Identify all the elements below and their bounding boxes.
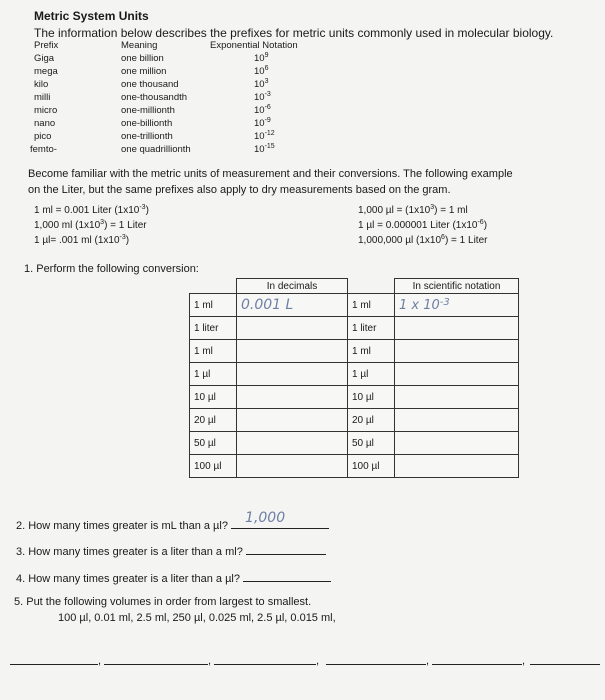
scientific-answer[interactable] — [395, 340, 519, 363]
exponent-cell: $10^3$ — [254, 78, 269, 90]
to-unit: 1 µl — [348, 363, 395, 386]
question-2-answer[interactable]: 1,000 — [231, 516, 329, 529]
from-unit: 20 µl — [190, 409, 237, 432]
question-4 — [16, 569, 331, 585]
to-unit: 1 ml — [348, 340, 395, 363]
exponent-cell: $10^{-3}$ — [254, 91, 271, 103]
prefix-cell: Giga — [34, 53, 55, 64]
meaning-cell: one-thousandth — [121, 92, 188, 103]
to-unit: 1 ml — [348, 294, 395, 317]
from-unit: 100 µl — [190, 455, 237, 478]
paragraph-line: on the Liter, but the same prefixes also apply to dry measurements based on the gram. — [28, 184, 451, 196]
exponential-header: Exponential Notation — [210, 40, 298, 51]
exponent-cell: $10^6$ — [254, 65, 269, 77]
exponent-cell: $10^{-9}$ — [254, 117, 271, 129]
question-3 — [16, 542, 326, 558]
from-unit: 1 liter — [190, 317, 237, 340]
order-blank[interactable] — [10, 664, 98, 665]
scientific-answer[interactable] — [395, 409, 519, 432]
meaning-cell: one billion — [121, 53, 164, 64]
decimal-answer[interactable] — [237, 317, 348, 340]
prefix-cell: mega — [34, 66, 58, 77]
scientific-answer[interactable] — [395, 455, 519, 478]
order-blank[interactable] — [326, 664, 426, 665]
from-unit: 1 µl — [190, 363, 237, 386]
meaning-cell: one-trillionth — [121, 131, 173, 142]
prefix-header: Prefix — [34, 40, 59, 51]
question-2 — [16, 510, 329, 532]
conversion-line: 1,000,000 µl $(1x10^6) = 1$ Liter — [358, 234, 488, 246]
table-row — [190, 432, 519, 455]
order-blank[interactable] — [530, 664, 600, 665]
exponent-cell: $10^{-15}$ — [254, 143, 275, 155]
meaning-cell: one quadrillionth — [121, 144, 191, 155]
table-row — [190, 409, 519, 432]
scientific-answer[interactable] — [395, 317, 519, 340]
question-4-answer[interactable] — [243, 569, 331, 582]
meaning-cell: one-billionth — [121, 118, 173, 129]
to-unit: 1 liter — [348, 317, 395, 340]
table-row — [190, 340, 519, 363]
table-row — [190, 363, 519, 386]
order-blank[interactable] — [104, 664, 208, 665]
meaning-cell: one million — [121, 66, 167, 77]
conversion-table — [189, 278, 519, 478]
conversion-line: 1 µl = 0.000001 Liter $(1x10^{-6})$ — [358, 219, 488, 231]
conversion-line: 1,000 $\mu l = (1x10^3) = 1$ ml — [358, 204, 468, 216]
paragraph-line: Become familiar with the metric units of measurement and their conversions. The following example — [28, 168, 513, 180]
question-5-values: 100 µl, 0.01 ml, 2.5 ml, 250 µl, 0.025 ml, 2.5 µl, 0.015 ml, — [58, 612, 336, 624]
table-row — [190, 317, 519, 340]
prefix-cell: milli — [34, 92, 51, 103]
scientific-answer[interactable] — [395, 432, 519, 455]
conversion-line: 1 µl= .001 ml $(1x10^{-3})$ — [34, 234, 130, 246]
from-unit: 1 ml — [190, 340, 237, 363]
to-unit: 10 µl — [348, 386, 395, 409]
table-row — [190, 455, 519, 478]
scientific-answer[interactable]: 1 x $10^{-3}$ — [395, 294, 519, 317]
question-2-text: 2. How many times greater is mL than a µl? — [16, 520, 228, 532]
conversion-line: 1,000 ml $(1x10^3) = 1$ Liter — [34, 219, 147, 231]
from-unit: 1 ml — [190, 294, 237, 317]
prefix-cell: kilo — [34, 79, 49, 90]
from-unit: 50 µl — [190, 432, 237, 455]
meaning-cell: one thousand — [121, 79, 179, 90]
decimal-answer[interactable] — [237, 409, 348, 432]
scientific-answer[interactable] — [395, 363, 519, 386]
decimal-answer[interactable] — [237, 386, 348, 409]
prefix-cell: pico — [34, 131, 52, 142]
scientific-answer[interactable] — [395, 386, 519, 409]
worksheet-title: Metric System Units — [34, 9, 149, 23]
exponent-cell: $10^{-12}$ — [254, 130, 275, 142]
table-row — [190, 294, 519, 317]
to-unit: 20 µl — [348, 409, 395, 432]
to-unit: 100 µl — [348, 455, 395, 478]
decimal-answer[interactable] — [237, 455, 348, 478]
conversion-line: 1 ml = 0.001 Liter $(1x10^{-3})$ — [34, 204, 149, 216]
to-unit: 50 µl — [348, 432, 395, 455]
question-3-text: 3. How many times greater is a liter than a ml? — [16, 546, 243, 558]
from-unit: 10 µl — [190, 386, 237, 409]
question-1-label: 1. Perform the following conversion: — [24, 263, 199, 275]
intro-text: The information below describes the prefixes for metric units commonly used in molecular biology. — [34, 26, 554, 40]
exponent-cell: $10^{-6}$ — [254, 104, 271, 116]
exponent-cell: $10^9$ — [254, 52, 269, 64]
decimal-answer[interactable]: 0.001 L — [237, 294, 348, 317]
scientific-header: In scientific notation — [395, 279, 519, 294]
decimal-answer[interactable] — [237, 432, 348, 455]
order-blank[interactable] — [214, 664, 316, 665]
meaning-header: Meaning — [121, 40, 158, 51]
decimal-answer[interactable] — [237, 363, 348, 386]
prefix-cell: micro — [34, 105, 58, 116]
table-row — [190, 386, 519, 409]
order-blank[interactable] — [432, 664, 522, 665]
question-3-answer[interactable] — [246, 542, 326, 555]
prefix-cell: nano — [34, 118, 56, 129]
question-4-text: 4. How many times greater is a liter than a µl? — [16, 573, 240, 585]
prefix-cell: femto- — [30, 144, 57, 155]
question-5-text: 5. Put the following volumes in order from largest to smallest. — [14, 596, 312, 608]
meaning-cell: one-millionth — [121, 105, 175, 116]
decimals-header: In decimals — [237, 279, 348, 294]
decimal-answer[interactable] — [237, 340, 348, 363]
